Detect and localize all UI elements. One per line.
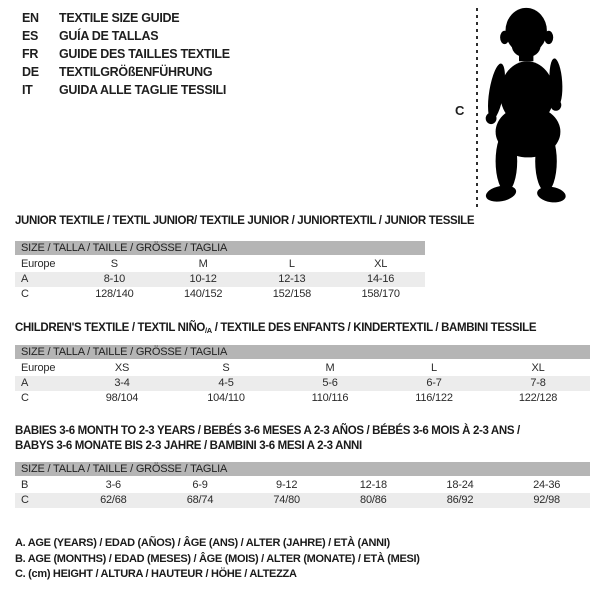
row-label: A <box>21 377 29 389</box>
table-row-europe <box>15 361 590 376</box>
language-code: FR <box>22 47 39 61</box>
size-value: M <box>198 258 208 270</box>
babies-title-line1: BABIES 3-6 MONTH TO 2-3 YEARS / BEBÉS 3-6 MESES A 2-3 AÑOS / BÉBÉS 3-6 MOIS À 2-3 ANS / <box>15 425 520 437</box>
size-value: XL <box>531 362 545 374</box>
row-label: Europe <box>21 362 56 374</box>
language-code: DE <box>22 65 39 79</box>
title-subscript: /A <box>205 326 212 335</box>
height-label-c: C <box>455 103 465 118</box>
age-value: 5-6 <box>322 377 338 389</box>
height-value: 140/152 <box>183 288 223 300</box>
size-value: S <box>222 362 230 374</box>
age-value: 6-9 <box>192 479 208 491</box>
footnote-b: B. AGE (MONTHS) / EDAD (MESES) / ÂGE (MOIS) / ALTER (MONATE) / ETÀ (MESI) <box>15 552 420 565</box>
height-value: 92/98 <box>533 494 560 506</box>
language-title: TEXTILGRÖßENFÜHRUNG <box>59 65 213 79</box>
height-measure-dotted-line <box>476 8 478 209</box>
babies-size-table <box>15 462 590 508</box>
row-label: B <box>21 479 29 491</box>
age-value: 12-18 <box>359 479 387 491</box>
height-value: 98/104 <box>105 392 139 404</box>
footnote-a: A. AGE (YEARS) / EDAD (AÑOS) / ÂGE (ANS) / ALTER (JAHRE) / ETÀ (ANNI) <box>15 537 390 549</box>
height-value: 128/140 <box>95 288 134 300</box>
row-label: C <box>21 392 29 404</box>
age-value: 8-10 <box>103 273 125 285</box>
footnote-c: C. (cm) HEIGHT / ALTURA / HAUTEUR / HÖHE / ALTEZZA <box>15 568 297 580</box>
size-value: L <box>431 362 437 374</box>
height-value: 122/128 <box>518 392 558 404</box>
size-value: L <box>288 258 295 270</box>
junior-size-table <box>15 241 425 302</box>
size-header-bar: SIZE / TALLA / TAILLE / GRÖSSE / TAGLIA <box>15 462 590 476</box>
table-row-age <box>15 376 590 391</box>
language-title: GUIDA ALLE TAGLIE TESSILI <box>59 83 227 97</box>
language-code: IT <box>22 83 33 97</box>
age-value: 10-12 <box>189 273 217 285</box>
baby-silhouette-icon <box>483 6 573 206</box>
age-value: 14-16 <box>367 273 395 285</box>
age-value: 6-7 <box>426 377 442 389</box>
row-label: C <box>21 288 29 300</box>
language-row-it <box>22 81 230 99</box>
age-value: 3-4 <box>114 377 130 389</box>
language-title: GUIDE DES TAILLES TEXTILE <box>59 47 230 61</box>
height-value: 80/86 <box>360 494 387 506</box>
height-value: 152/158 <box>272 288 312 300</box>
size-value: S <box>110 258 118 270</box>
height-value: 86/92 <box>446 494 474 506</box>
age-value: 4-5 <box>218 377 234 389</box>
size-value: XS <box>114 362 130 374</box>
size-value: XL <box>374 258 388 270</box>
language-row-es <box>22 27 230 45</box>
row-label: Europe <box>21 258 56 270</box>
height-value: 116/122 <box>415 392 453 404</box>
age-value: 3-6 <box>105 479 121 491</box>
junior-table-title: JUNIOR TEXTILE / TEXTIL JUNIOR/ TEXTILE JUNIOR / JUNIORTEXTIL / JUNIOR TESSILE <box>15 215 475 227</box>
age-value: 9-12 <box>276 479 298 491</box>
babies-title-line2: BABYS 3-6 MONATE BIS 2-3 JAHRE / BAMBINI 3-6 MESI A 2-3 ANNI <box>15 440 362 452</box>
height-value: 110/116 <box>311 392 349 404</box>
height-value: 74/80 <box>273 494 300 506</box>
language-code: ES <box>22 29 39 43</box>
age-value: 18-24 <box>446 479 474 491</box>
language-title: GUÍA DE TALLAS <box>59 29 159 43</box>
babies-table-title <box>15 424 520 454</box>
table-row-height <box>15 287 425 302</box>
size-header-bar: SIZE / TALLA / TAILLE / GRÖSSE / TAGLIA <box>15 345 590 359</box>
language-row-fr <box>22 45 230 63</box>
language-title: TEXTILE SIZE GUIDE <box>59 11 180 25</box>
height-value: 158/170 <box>361 288 400 300</box>
age-value: 24-36 <box>533 479 561 491</box>
table-row-age <box>15 272 425 287</box>
size-value: M <box>325 362 335 374</box>
size-header-bar: SIZE / TALLA / TAILLE / GRÖSSE / TAGLIA <box>15 241 425 255</box>
age-value: 7-8 <box>530 377 546 389</box>
height-value: 68/74 <box>186 494 214 506</box>
children-table-title: CHILDREN'S TEXTILE / TEXTIL $NIÑO_{/A}$ / TEXTILE DES ENFANTS / KINDERTEXTIL / BAMBINI TESSILE <box>15 322 537 335</box>
row-label: C <box>21 494 29 506</box>
row-label: A <box>21 273 29 285</box>
children-size-table <box>15 345 590 406</box>
footnotes <box>15 536 420 583</box>
table-row-europe <box>15 257 425 272</box>
table-row-height <box>15 493 590 508</box>
table-row-height <box>15 391 590 406</box>
age-value: 12-13 <box>278 273 306 285</box>
language-row-de <box>22 63 230 81</box>
height-value: 104/110 <box>207 392 245 404</box>
table-row-age-months <box>15 478 590 493</box>
language-row-en <box>22 9 230 27</box>
language-code: EN <box>22 11 39 25</box>
language-list <box>22 9 230 99</box>
height-value: 62/68 <box>100 494 127 506</box>
